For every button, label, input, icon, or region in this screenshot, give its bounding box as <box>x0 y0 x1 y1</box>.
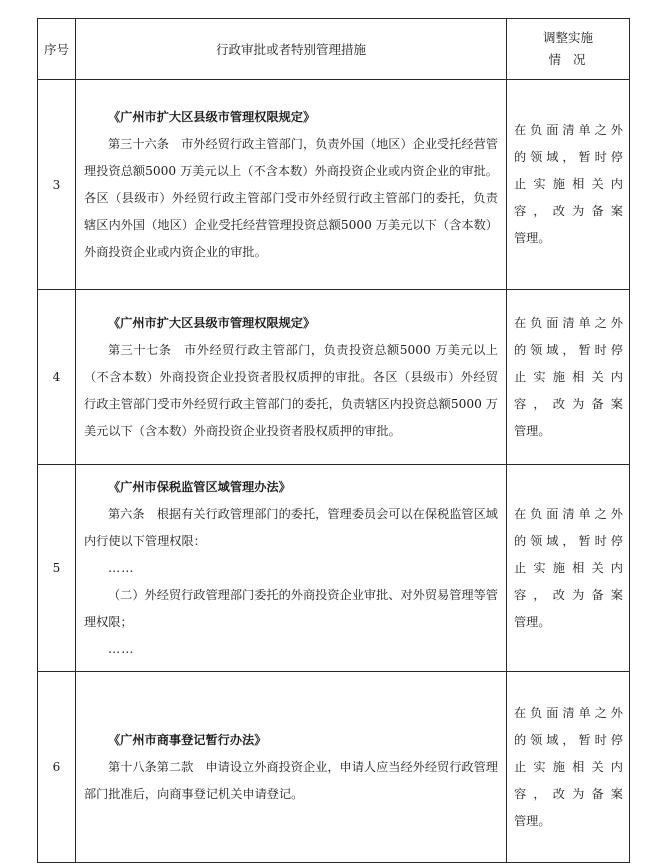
header-serial-number: 序号 <box>38 19 76 80</box>
adjustment-line: 在负面清单之外 <box>514 123 623 137</box>
row-adjustment <box>507 80 630 290</box>
adjustment-line: 容，改为备案 <box>514 587 623 602</box>
omission-mark: …… <box>108 560 135 575</box>
row-adjustment <box>507 290 630 465</box>
adjustment-line: 止实施相关内 <box>514 560 623 575</box>
adjustment-line: 管理。 <box>514 614 551 629</box>
adjustment-line: 止实施相关内 <box>514 177 623 191</box>
adjustment-line: 容，改为备案 <box>514 396 623 411</box>
adjustment-line: 在负面清单之外 <box>514 506 623 521</box>
table-row <box>38 80 630 290</box>
header-adjustment <box>507 19 630 80</box>
adjustment-line: 管理。 <box>514 813 551 828</box>
regulation-article: 第十八条第二款 申请设立外商投资企业，申请人应当经外经贸行政管理部门批准后，向商事登记机关申请登记。 <box>84 759 498 801</box>
adjustment-line: 管理。 <box>514 423 551 438</box>
row-serial-number: 3 <box>38 80 76 290</box>
adjustment-line: 的领域，暂时停 <box>514 732 623 747</box>
omission-mark: …… <box>108 641 135 656</box>
row-serial-number: 4 <box>38 290 76 465</box>
regulation-title: 《广州市保税监管区域管理办法》 <box>108 479 291 494</box>
adjustment-line: 的领域，暂时停 <box>514 342 623 357</box>
row-measure <box>76 465 507 672</box>
adjustment-line: 管理。 <box>514 231 551 245</box>
row-adjustment <box>507 465 630 672</box>
adjustment-line: 容，改为备案 <box>514 786 623 801</box>
adjustment-line: 容，改为备案 <box>514 204 623 218</box>
regulation-article: 第六条 根据有关行政管理部门的委托，管理委员会可以在保税监管区域内行使以下管理权限： <box>84 506 498 548</box>
header-adjustment-line1: 调整实施 <box>542 30 593 45</box>
regulation-article: 第三十六条 市外经贸行政主管部门，负责外国（地区）企业受托经营管理投资总额5000 万美元以上（不含本数）外商投资企业或内资企业的审批。各区（县级市）外经贸行政主管部门受市外经贸行政主管部门的委托，负责辖区内外国（地区）企业受托经营管理投资总额5000 万美元以下（含本数）外商投资企业或内资企业的审批。 <box>84 136 498 259</box>
regulation-title: 《广州市商事登记暂行办法》 <box>108 732 267 747</box>
adjustment-line: 止实施相关内 <box>514 759 623 774</box>
row-measure <box>76 672 507 863</box>
table-header-row <box>38 19 630 80</box>
regulation-title: 《广州市扩大区县级市管理权限规定》 <box>108 109 316 124</box>
table-row <box>38 672 630 863</box>
row-measure <box>76 80 507 290</box>
regulation-table <box>37 18 630 863</box>
adjustment-line: 在负面清单之外 <box>514 705 623 720</box>
regulation-title: 《广州市扩大区县级市管理权限规定》 <box>108 315 316 330</box>
regulation-article: 第三十七条 市外经贸行政主管部门，负责投资总额5000 万美元以上（不含本数）外商投资企业投资者股权质押的审批。各区（县级市）外经贸行政主管部门受市外经贸行政主管部门的委托，负责辖区内投资总额5000 万美元以下（含本数）外商投资企业投资者股权质押的审批。 <box>84 342 498 438</box>
table-row <box>38 290 630 465</box>
row-adjustment <box>507 672 630 863</box>
adjustment-line: 止实施相关内 <box>514 369 623 384</box>
row-serial-number: 5 <box>38 465 76 672</box>
header-measure: 行政审批或者特别管理措施 <box>76 19 507 80</box>
row-measure <box>76 290 507 465</box>
adjustment-line: 在负面清单之外 <box>514 315 623 330</box>
regulation-clause: （二）外经贸行政管理部门委托的外商投资企业审批、对外贸易管理等管理权限； <box>84 587 498 629</box>
adjustment-line: 的领域，暂时停 <box>514 150 623 164</box>
adjustment-line: 的领域，暂时停 <box>514 533 623 548</box>
header-adjustment-line2: 情况 <box>548 52 598 67</box>
row-serial-number: 6 <box>38 672 76 863</box>
table-row <box>38 465 630 672</box>
